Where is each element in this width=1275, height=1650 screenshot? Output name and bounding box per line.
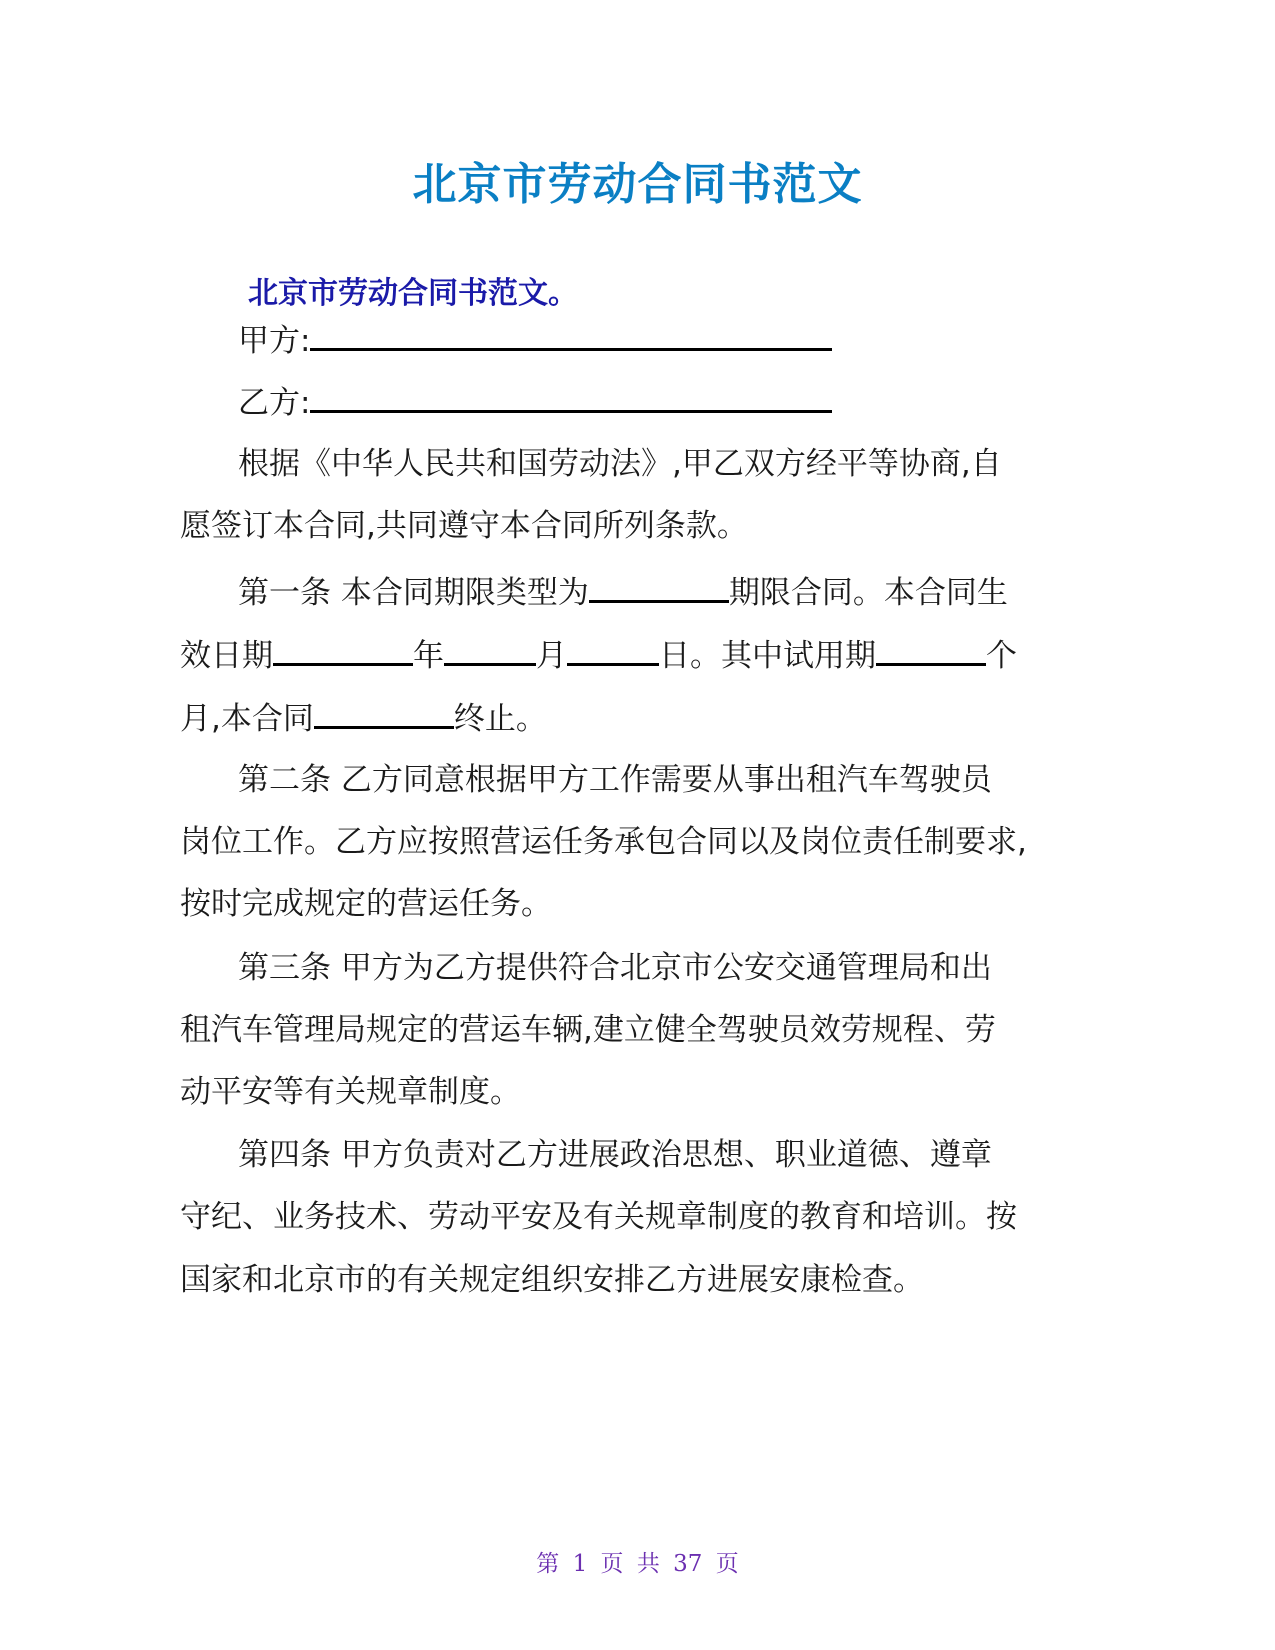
day-blank[interactable] [567,633,659,666]
article1-text: 第一条 本合同期限类型为 [238,575,589,611]
party-a-blank[interactable] [310,318,832,351]
article1-text: 终止。 [453,701,547,737]
article2-line-3: 按时完成规定的营运任务。 [180,886,552,922]
page-title: 北京市劳动合同书范文 [412,159,863,210]
party-b-line [238,380,832,423]
article1-line-1 [238,570,1008,613]
party-b-label: 乙方: [238,385,311,421]
intro-line-1: 根据《中华人民共和国劳动法》,甲乙双方经平等协商,自 [238,446,1002,482]
article3-line-3: 动平安等有关规章制度。 [180,1074,521,1110]
month-blank[interactable] [444,633,536,666]
contract-type-blank[interactable] [589,570,729,603]
probation-blank[interactable] [876,633,986,666]
article1-text: 日。其中试用期 [659,638,876,674]
article1-text: 效日期 [180,638,273,674]
article1-line-2 [180,633,1017,676]
year-blank[interactable] [273,633,413,666]
article4-line-3: 国家和北京市的有关规定组织安排乙方进展安康检查。 [180,1262,924,1298]
party-a-line [238,318,832,361]
article1-text: 月,本合同 [180,701,314,737]
article4-line-2: 守纪、业务技术、劳动平安及有关规章制度的教育和培训。按 [180,1199,1017,1235]
party-b-blank[interactable] [310,380,832,413]
article3-line-2: 租汽车管理局规定的营运车辆,建立健全驾驶员效劳规程、劳 [180,1012,996,1048]
page-number: 第 1 页 共 37 页 [536,1551,739,1577]
article1-text: 期限合同。本合同生 [728,575,1008,611]
intro-line-2: 愿签订本合同,共同遵守本合同所列条款。 [180,508,748,544]
end-date-blank[interactable] [314,696,454,729]
article2-line-2: 岗位工作。乙方应按照营运任务承包合同以及岗位责任制要求, [180,824,1027,860]
article1-line-3 [180,696,547,739]
article1-text: 个 [986,638,1017,674]
article1-text: 年 [413,638,444,674]
article3-line-1: 第三条 甲方为乙方提供符合北京市公安交通管理局和出 [238,950,992,986]
party-a-label: 甲方: [238,323,311,359]
document-subtitle: 北京市劳动合同书范文。 [248,276,578,311]
article2-line-1: 第二条 乙方同意根据甲方工作需要从事出租汽车驾驶员 [238,762,992,798]
article1-text: 月 [536,638,567,674]
article4-line-1: 第四条 甲方负责对乙方进展政治思想、职业道德、遵章 [238,1137,992,1173]
